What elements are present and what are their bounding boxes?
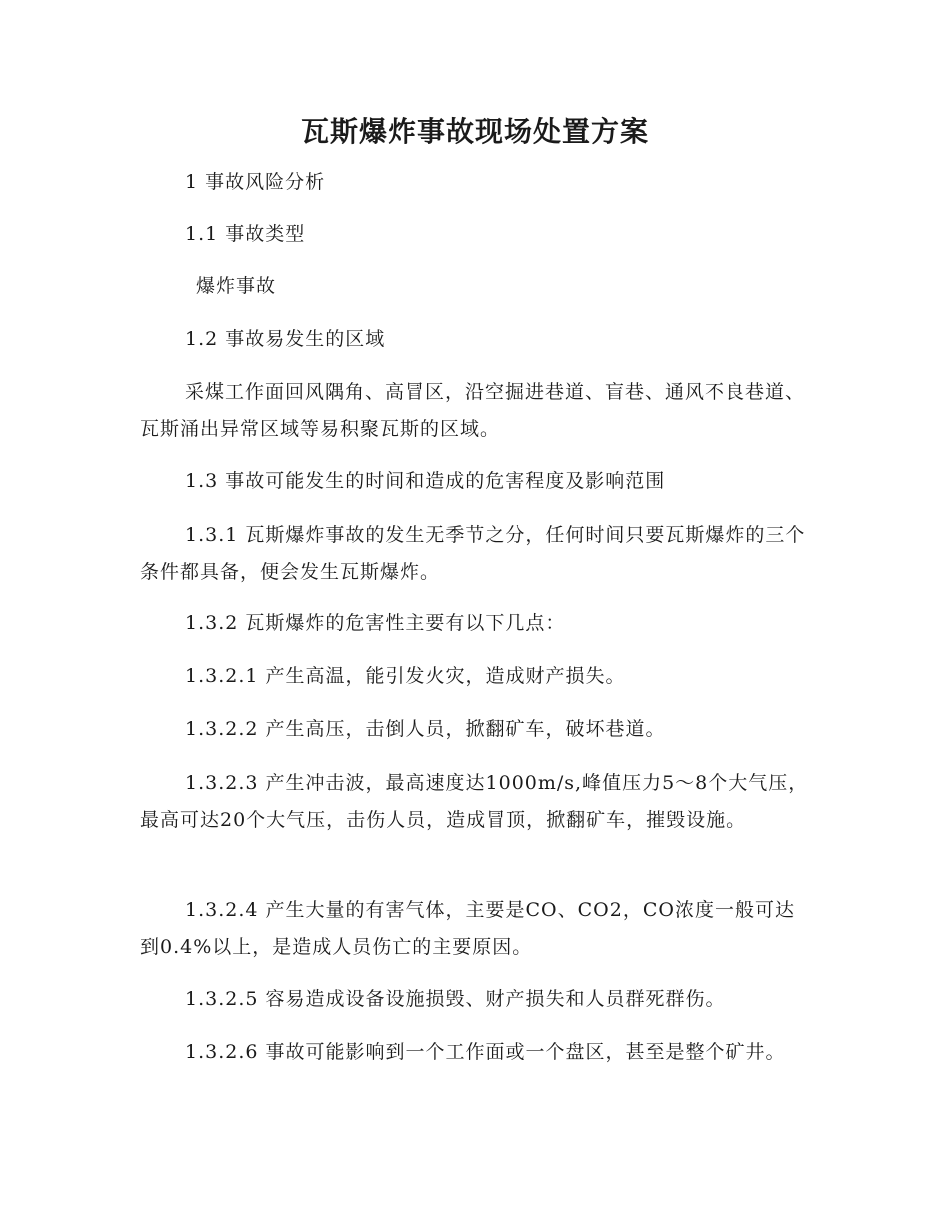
heading-prone-areas: 1.2 事故易发生的区域 bbox=[185, 328, 386, 350]
heading-risk-analysis: 1 事故风险分析 bbox=[185, 171, 326, 193]
paragraph-1-3-2-3: 1.3.2.3 产生冲击波，最高速度达1000m/s,峰值压力5～8个大气压，最高可达20个大气压，击伤人员，造成冒顶，掀翻矿车，摧毁设施。 bbox=[140, 772, 809, 831]
paragraph-explosion-accident: 爆炸事故 bbox=[196, 275, 277, 297]
paragraph-1-3-2-2: 1.3.2.2 产生高压，击倒人员，掀翻矿车，破坏巷道。 bbox=[185, 718, 666, 740]
paragraph-1-3-2-1: 1.3.2.1 产生高温，能引发火灾，造成财产损失。 bbox=[185, 665, 626, 687]
paragraph-1-3-2: 1.3.2 瓦斯爆炸的危害性主要有以下几点： bbox=[185, 612, 566, 634]
paragraph-1-3-2-4: 1.3.2.4 产生大量的有害气体，主要是CO、CO2，CO浓度一般可达到0.4%以上，是造成人员伤亡的主要原因。 bbox=[140, 899, 795, 958]
document-title: 瓦斯爆炸事故现场处置方案 bbox=[300, 115, 649, 148]
paragraph-1-3-2-5: 1.3.2.5 容易造成设备设施损毁、财产损失和人员群死群伤。 bbox=[185, 988, 726, 1010]
paragraph-1-3-1: 1.3.1 瓦斯爆炸事故的发生无季节之分，任何时间只要瓦斯爆炸的三个条件都具备，便会发生瓦斯爆炸。 bbox=[140, 524, 806, 583]
heading-time-harm-scope: 1.3 事故可能发生的时间和造成的危害程度及影响范围 bbox=[185, 470, 666, 492]
paragraph-1-3-2-6: 1.3.2.6 事故可能影响到一个工作面或一个盘区，甚至是整个矿井。 bbox=[185, 1041, 786, 1063]
paragraph-prone-areas: 采煤工作面回风隅角、高冒区，沿空掘进巷道、盲巷、通风不良巷道、瓦斯涌出异常区域等易积聚瓦斯的区域。 bbox=[140, 381, 806, 440]
heading-accident-type: 1.1 事故类型 bbox=[185, 223, 306, 245]
